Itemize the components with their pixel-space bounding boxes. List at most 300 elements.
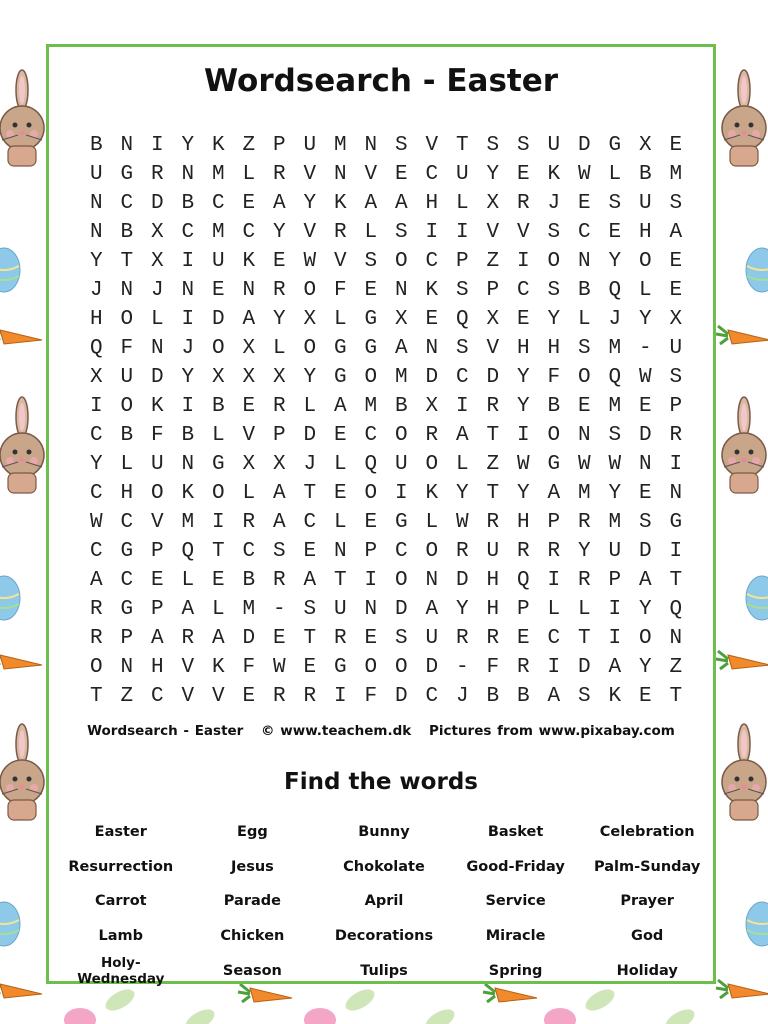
grid-letter: V [425, 134, 439, 157]
grid-letter: B [516, 685, 530, 708]
grid-letter: S [364, 250, 378, 273]
grid-letter: Y [608, 250, 622, 273]
grid-letter: Y [638, 656, 652, 679]
grid-letter: K [211, 656, 225, 679]
grid-letter: K [608, 685, 622, 708]
grid-letter: X [150, 250, 164, 273]
grid-letter: R [333, 221, 347, 244]
word-list-item: Decorations [334, 928, 434, 945]
grid-letter: W [89, 511, 103, 534]
grid-letter: P [120, 627, 134, 650]
grid-letter: V [150, 511, 164, 534]
grid-letter: N [394, 279, 408, 302]
grid-letter: G [364, 337, 378, 360]
grid-letter: C [150, 685, 164, 708]
grid-letter: U [150, 453, 164, 476]
grid-letter: H [150, 656, 164, 679]
grid-letter: P [272, 424, 286, 447]
grid-letter: W [516, 453, 530, 476]
grid-letter: A [669, 221, 683, 244]
grid-letter: R [516, 656, 530, 679]
grid-letter: K [211, 134, 225, 157]
grid-letter: Q [455, 308, 469, 331]
grid-letter: L [333, 308, 347, 331]
word-list-item: Spring [488, 962, 543, 979]
word-list-item: Chicken [220, 928, 285, 945]
grid-letter: X [150, 221, 164, 244]
grid-letter: B [577, 279, 591, 302]
grid-letter: M [211, 163, 225, 186]
grid-letter: Y [181, 134, 195, 157]
grid-letter: E [425, 308, 439, 331]
word-list-item: Tulips [360, 962, 408, 979]
grid-letter: I [364, 569, 378, 592]
grid-letter: T [486, 424, 500, 447]
grid-letter: W [303, 250, 317, 273]
grid-letter: I [211, 511, 225, 534]
grid-letter: A [608, 656, 622, 679]
grid-letter: J [455, 685, 469, 708]
grid-letter: O [394, 424, 408, 447]
grid-letter: U [89, 163, 103, 186]
grid-letter: R [577, 511, 591, 534]
grid-letter: T [486, 482, 500, 505]
grid-letter: T [455, 134, 469, 157]
grid-letter: E [303, 656, 317, 679]
grid-letter: P [364, 540, 378, 563]
grid-letter: I [333, 685, 347, 708]
grid-letter: T [120, 250, 134, 273]
grid-letter: B [638, 163, 652, 186]
grid-letter: F [547, 366, 561, 389]
grid-letter: G [608, 134, 622, 157]
grid-letter: C [242, 540, 256, 563]
grid-letter: Q [516, 569, 530, 592]
grid-letter: T [577, 627, 591, 650]
grid-letter: S [303, 598, 317, 621]
grid-letter: F [120, 337, 134, 360]
grid-letter: P [150, 540, 164, 563]
grid-letter: B [181, 424, 195, 447]
grid-letter: Y [272, 221, 286, 244]
grid-letter: E [669, 134, 683, 157]
grid-letter: X [669, 308, 683, 331]
grid-letter: I [394, 482, 408, 505]
grid-letter: K [425, 279, 439, 302]
grid-letter: D [303, 424, 317, 447]
grid-letter: B [486, 685, 500, 708]
grid-letter: V [333, 250, 347, 273]
grid-letter: L [455, 453, 469, 476]
grid-letter: X [486, 192, 500, 215]
grid-letter: E [211, 279, 225, 302]
grid-letter: E [577, 395, 591, 418]
grid-letter: L [333, 511, 347, 534]
grid-letter: R [577, 569, 591, 592]
grid-letter: O [211, 337, 225, 360]
grid-letter: I [89, 395, 103, 418]
grid-letter: Y [516, 395, 530, 418]
grid-letter: A [394, 192, 408, 215]
grid-letter: O [577, 366, 591, 389]
grid-letter: V [181, 656, 195, 679]
grid-letter: S [669, 366, 683, 389]
grid-letter: T [303, 482, 317, 505]
grid-letter: O [364, 656, 378, 679]
word-list-item: Celebration [599, 824, 695, 841]
grid-letter: X [394, 308, 408, 331]
grid-letter: L [120, 453, 134, 476]
letter-grid [81, 131, 691, 711]
grid-letter: R [333, 627, 347, 650]
grid-letter: N [333, 163, 347, 186]
grid-letter: S [394, 134, 408, 157]
grid-letter: C [547, 627, 561, 650]
grid-letter: N [181, 453, 195, 476]
grid-letter: I [455, 221, 469, 244]
grid-letter: N [577, 424, 591, 447]
grid-letter: C [394, 540, 408, 563]
grid-letter: S [638, 511, 652, 534]
grid-letter: N [120, 656, 134, 679]
grid-letter: A [425, 598, 439, 621]
grid-letter: D [425, 656, 439, 679]
grid-letter: X [272, 453, 286, 476]
grid-letter: Y [547, 308, 561, 331]
word-list-item: Service [485, 893, 546, 910]
grid-letter: E [516, 627, 530, 650]
grid-letter: A [455, 424, 469, 447]
grid-letter: E [242, 192, 256, 215]
grid-letter: C [242, 221, 256, 244]
grid-letter: U [486, 540, 500, 563]
grid-letter: R [547, 540, 561, 563]
grid-letter: A [272, 482, 286, 505]
grid-letter: S [394, 627, 408, 650]
grid-letter: V [364, 163, 378, 186]
grid-letter: H [516, 511, 530, 534]
grid-letter: I [608, 598, 622, 621]
grid-letter: X [211, 366, 225, 389]
grid-letter: T [333, 569, 347, 592]
grid-letter: Y [89, 250, 103, 273]
grid-letter: X [242, 453, 256, 476]
grid-letter: H [486, 569, 500, 592]
grid-letter: P [150, 598, 164, 621]
word-list-item: Holiday [616, 962, 678, 979]
grid-letter: H [547, 337, 561, 360]
grid-letter: L [303, 395, 317, 418]
grid-letter: I [669, 453, 683, 476]
grid-letter: I [669, 540, 683, 563]
grid-letter: X [242, 337, 256, 360]
grid-letter: E [669, 279, 683, 302]
grid-letter: C [89, 540, 103, 563]
grid-letter: U [394, 453, 408, 476]
grid-letter: R [455, 627, 469, 650]
word-list-item: God [631, 928, 664, 945]
grid-letter: W [455, 511, 469, 534]
grid-letter: Y [303, 192, 317, 215]
grid-letter: R [486, 511, 500, 534]
grid-letter: U [638, 192, 652, 215]
grid-letter: D [577, 656, 591, 679]
grid-letter: K [242, 250, 256, 273]
grid-letter: F [242, 656, 256, 679]
grid-letter: C [364, 424, 378, 447]
grid-letter: B [242, 569, 256, 592]
grid-letter: S [547, 221, 561, 244]
find-words-heading: Find the words [284, 769, 478, 795]
grid-letter: L [150, 308, 164, 331]
grid-letter: Y [455, 598, 469, 621]
grid-letter: I [150, 134, 164, 157]
grid-letter: H [120, 482, 134, 505]
grid-letter: V [486, 221, 500, 244]
grid-letter: X [242, 366, 256, 389]
grid-letter: O [394, 656, 408, 679]
grid-letter: O [638, 250, 652, 273]
word-list [55, 815, 713, 988]
grid-letter: E [638, 482, 652, 505]
grid-letter: X [272, 366, 286, 389]
grid-letter: E [242, 395, 256, 418]
grid-letter: P [455, 250, 469, 273]
grid-letter: D [638, 540, 652, 563]
grid-letter: O [150, 482, 164, 505]
grid-letter: Z [120, 685, 134, 708]
grid-letter: Y [89, 453, 103, 476]
grid-letter: K [425, 482, 439, 505]
grid-letter: U [455, 163, 469, 186]
grid-letter: R [303, 685, 317, 708]
grid-letter: N [89, 192, 103, 215]
grid-letter: E [394, 163, 408, 186]
grid-letter: A [547, 482, 561, 505]
grid-letter: X [638, 134, 652, 157]
grid-letter: V [211, 685, 225, 708]
grid-letter: E [333, 482, 347, 505]
grid-letter: U [608, 540, 622, 563]
grid-letter: O [547, 250, 561, 273]
grid-letter: R [486, 627, 500, 650]
grid-letter: K [547, 163, 561, 186]
grid-letter: E [638, 395, 652, 418]
grid-letter: F [364, 685, 378, 708]
grid-letter: H [89, 308, 103, 331]
grid-letter: R [89, 598, 103, 621]
grid-letter: G [333, 656, 347, 679]
grid-letter: J [150, 279, 164, 302]
grid-letter: H [516, 337, 530, 360]
grid-letter: M [577, 482, 591, 505]
grid-letter: Q [608, 366, 622, 389]
grid-letter: V [516, 221, 530, 244]
grid-letter: S [394, 221, 408, 244]
grid-letter: E [577, 192, 591, 215]
word-list-item: Good-Friday [466, 858, 565, 875]
grid-letter: Y [577, 540, 591, 563]
grid-letter: D [150, 366, 164, 389]
grid-letter: O [364, 366, 378, 389]
word-list-item: Carrot [94, 893, 147, 910]
grid-letter: O [638, 627, 652, 650]
grid-letter: - [455, 656, 469, 679]
grid-letter: C [577, 221, 591, 244]
grid-letter: O [120, 308, 134, 331]
grid-letter: O [425, 453, 439, 476]
grid-letter: L [242, 482, 256, 505]
grid-letter: E [364, 279, 378, 302]
grid-letter: A [272, 511, 286, 534]
grid-letter: R [150, 163, 164, 186]
grid-letter: X [303, 308, 317, 331]
grid-letter: G [333, 337, 347, 360]
grid-letter: A [364, 192, 378, 215]
grid-letter: U [211, 250, 225, 273]
word-list-item: Palm-Sunday [593, 858, 701, 875]
grid-letter: N [425, 337, 439, 360]
grid-letter: S [547, 279, 561, 302]
grid-letter: R [272, 279, 286, 302]
worksheet-footer [49, 723, 713, 739]
grid-letter: P [669, 395, 683, 418]
grid-letter: T [89, 685, 103, 708]
footer-title: Wordsearch - Easter [87, 723, 244, 739]
grid-letter: L [333, 453, 347, 476]
grid-letter: L [455, 192, 469, 215]
grid-letter: D [425, 366, 439, 389]
grid-letter: Q [89, 337, 103, 360]
grid-letter: U [333, 598, 347, 621]
grid-letter: V [303, 221, 317, 244]
grid-letter: B [120, 221, 134, 244]
grid-letter: N [89, 221, 103, 244]
grid-letter: N [242, 279, 256, 302]
grid-letter: H [486, 598, 500, 621]
grid-letter: I [181, 250, 195, 273]
grid-letter: C [120, 511, 134, 534]
grid-letter: O [364, 482, 378, 505]
grid-letter: R [272, 569, 286, 592]
grid-letter: M [669, 163, 683, 186]
word-list-item: Egg [237, 824, 268, 841]
grid-letter: - [272, 598, 286, 621]
grid-letter: N [181, 163, 195, 186]
grid-letter: Q [608, 279, 622, 302]
grid-letter: R [272, 395, 286, 418]
grid-letter: N [364, 134, 378, 157]
grid-letter: E [211, 569, 225, 592]
grid-letter: R [89, 627, 103, 650]
grid-letter: D [394, 685, 408, 708]
grid-letter: E [272, 250, 286, 273]
grid-letter: R [242, 511, 256, 534]
grid-letter: R [181, 627, 195, 650]
grid-letter: G [547, 453, 561, 476]
grid-letter: L [364, 221, 378, 244]
grid-letter: N [669, 482, 683, 505]
grid-letter: D [150, 192, 164, 215]
grid-letter: N [333, 540, 347, 563]
grid-letter: M [394, 366, 408, 389]
grid-letter: O [120, 395, 134, 418]
grid-letter: R [669, 424, 683, 447]
grid-letter: B [89, 134, 103, 157]
grid-letter: E [638, 685, 652, 708]
grid-letter: S [577, 685, 591, 708]
grid-letter: I [516, 424, 530, 447]
word-list-item: Miracle [485, 928, 546, 945]
grid-letter: W [608, 453, 622, 476]
grid-letter: N [669, 627, 683, 650]
grid-letter: Y [486, 163, 500, 186]
grid-letter: K [181, 482, 195, 505]
grid-letter: D [638, 424, 652, 447]
grid-letter: X [486, 308, 500, 331]
grid-letter: Y [272, 308, 286, 331]
grid-letter: Z [486, 250, 500, 273]
grid-letter: D [211, 308, 225, 331]
grid-letter: G [364, 308, 378, 331]
word-list-item: April [364, 893, 404, 910]
grid-letter: Y [638, 598, 652, 621]
grid-letter: F [333, 279, 347, 302]
grid-letter: N [120, 279, 134, 302]
grid-letter: A [89, 569, 103, 592]
grid-letter: A [242, 308, 256, 331]
grid-letter: G [333, 366, 347, 389]
word-list-item: Prayer [620, 893, 674, 910]
footer-copyright: © www.teachem.dk [261, 723, 412, 739]
grid-letter: N [181, 279, 195, 302]
grid-letter: I [181, 308, 195, 331]
grid-letter: I [547, 569, 561, 592]
grid-letter: Z [242, 134, 256, 157]
grid-letter: Q [364, 453, 378, 476]
grid-letter: N [425, 569, 439, 592]
grid-letter: W [272, 656, 286, 679]
grid-letter: E [608, 221, 622, 244]
grid-letter: F [486, 656, 500, 679]
grid-letter: C [120, 192, 134, 215]
grid-letter: E [669, 250, 683, 273]
grid-letter: W [638, 366, 652, 389]
grid-letter: U [547, 134, 561, 157]
grid-letter: T [669, 685, 683, 708]
grid-letter: W [577, 163, 591, 186]
grid-letter: Z [669, 656, 683, 679]
grid-letter: J [608, 308, 622, 331]
grid-letter: K [333, 192, 347, 215]
grid-letter: F [150, 424, 164, 447]
grid-letter: D [577, 134, 591, 157]
grid-letter: E [272, 627, 286, 650]
word-list-item: Jesus [230, 858, 274, 875]
grid-letter: I [608, 627, 622, 650]
grid-letter: L [272, 337, 286, 360]
grid-letter: N [364, 598, 378, 621]
grid-letter: L [181, 569, 195, 592]
grid-letter: E [364, 627, 378, 650]
grid-letter: D [394, 598, 408, 621]
grid-letter: X [425, 395, 439, 418]
grid-letter: R [272, 685, 286, 708]
grid-letter: S [577, 337, 591, 360]
grid-letter: R [516, 192, 530, 215]
grid-letter: M [181, 511, 195, 534]
grid-letter: S [516, 134, 530, 157]
